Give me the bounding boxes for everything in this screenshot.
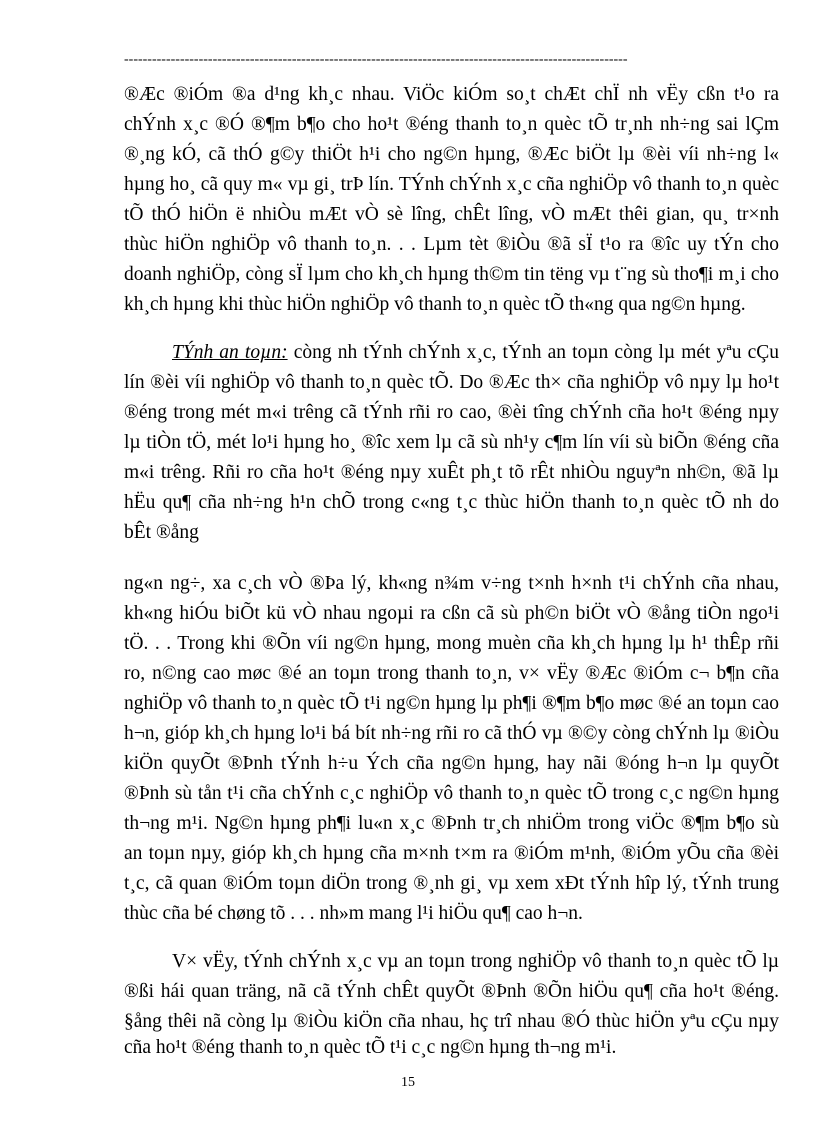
text-line: hµng ho¸ cã quy m« vµ gi¸ trÞ lín. TÝnh chÝnh x¸c cña nghiÖp vô thanh to¸n quèc [124,174,779,195]
text-line: chÝnh x¸c ®Ó ®¶m b¶o cho ho¹t ®éng thanh to¸n quèc tÕ tr¸nh nh÷ng sai lÇm [124,114,779,135]
text-line: doanh nghiÖp, còng sÏ lµm cho kh¸ch hµng th©m tin tëng vµ t¨ng sù tho¶i m¸i cho [124,264,779,285]
text-line: thùc cña bé chøng tõ . . . nh»m mang l¹i hiÖu qu¶ cao h¬n. [124,903,583,924]
text-line: ng«n ng÷, xa c¸ch vÒ ®Þa lý, kh«ng n¾m v÷ng t×nh h×nh t¹i chÝnh cña nhau, [124,573,779,594]
text-line: ®¸ng kÓ, cã thÓ g©y thiÖt h¹i cho ng©n hµng, ®Æc biÖt lµ ®èi víi nh÷ng l« [124,144,779,165]
text-line: ®éng trong mét m«i trêng cã tÝnh rñi ro cao, ®èi tîng chÝnh cña ho¹t ®éng nµy [124,402,779,423]
text-line: m«i trêng. Rñi ro cña ho¹t ®éng nµy xuÊt ph¸t tõ rÊt nhiÒu nguyªn nh©n, ®ã lµ [124,462,779,483]
text-line: ro, n©ng cao møc ®é an toµn trong thanh to¸n, v× vËy ®Æc ®iÓm c¬ b¶n cña [124,663,779,684]
text-line: hËu qu¶ cña nh÷ng h¹n chÕ trong c«ng t¸c thùc hiÖn thanh to¸n quèc tÕ nh do [124,492,779,513]
text-line: bÊt ®ång [124,522,199,543]
text-line: h¬n, gióp kh¸ch hµng lo¹i bá bít nh÷ng rñi ro cã thÓ vµ ®©y còng chÝnh lµ ®iÒu [124,723,779,744]
header-rule: ------------------------------------------------------------------------------------------------------------ [124,52,628,67]
text-line: §ång thêi nã còng lµ ®iÒu kiÖn cña nhau, hç trî nhau ®Ó thùc hiÖn yªu cÇu nµy [124,1011,779,1032]
text-line: nghiÖp vô thanh to¸n quèc tÕ t¹i ng©n hµng lµ ph¶i ®¶m b¶o møc ®é an toµn cao [124,693,779,714]
text-line: kh«ng hiÓu biÕt kü vÒ nhau ngoµi ra cßn cã sù ph©n biÖt vÒ ®ång tiÒn ngo¹i [124,603,779,624]
text-line: ®ßi hái quan träng, nã cã tÝnh chÊt quyÕt ®Þnh ®Õn hiÖu qu¶ cña ho¹t ®éng. [124,981,779,1002]
safety-heading: TÝnh an toµn: [172,342,288,363]
text-line: kiÖn quyÕt ®Þnh tÝnh h÷u Ých cña ng©n hµng, hay nãi ®óng h¬n lµ quyÕt [124,753,779,774]
text-line: tÖ. . . Trong khi ®Õn víi ng©n hµng, mong muèn cña kh¸ch hµng lµ h¹ thÊp rñi [124,633,779,654]
page-number: 15 [401,1075,415,1090]
text-line: t¸c, cã quan ®iÓm toµn diÖn trong ®¸nh gi¸ vµ xem xÐt tÝnh hîp lý, tÝnh trung [124,873,779,894]
text-line: thùc hiÖn nghiÖp vô thanh to¸n. . . Lµm tèt ®iÒu ®ã sÏ t¹o ra ®îc uy tÝn cho [124,234,779,255]
text-line: cña ho¹t ®éng thanh to¸n quèc tÕ t¹i c¸c ng©n hµng th¬ng m¹i. [124,1037,617,1058]
text-line: tÕ thÓ hiÖn ë nhiÒu mÆt vÒ sè lîng, chÊt lîng, vÒ mÆt thêi gian, qu¸ tr×nh [124,204,779,225]
text-line: lµ tiÒn tÖ, mét lo¹i hµng ho¸ ®îc xem lµ cã sù nh¹y c¶m lín víi sù biÕn ®éng cña [124,432,779,453]
text-line-first [172,341,779,365]
text-line: th¬ng m¹i. Ng©n hµng ph¶i lu«n x¸c ®Þnh tr¸ch nhiÖm trong viÖc ®¶m b¶o sù [124,813,779,834]
text-line: lín ®èi víi nghiÖp vô thanh to¸n quèc tÕ. Do ®Æc th× cña nghiÖp vô nµy lµ ho¹t [124,372,779,393]
text-line: ®Þnh sù tån t¹i cña chÝnh c¸c nghiÖp vô thanh to¸n quèc tÕ trong c¸c ng©n hµng [124,783,779,804]
text-line: kh¸ch hµng khi thùc hiÖn nghiÖp vô thanh to¸n quèc tÕ th«ng qua ng©n hµng. [124,294,746,315]
text-line: an toµn nµy, gióp kh¸ch hµng cña m×nh t×m ra ®iÓm m¹nh, ®iÓm yÕu cña ®èi [124,843,779,864]
safety-first-line: còng nh tÝnh chÝnh x¸c, tÝnh an toµn còng lµ mét yªu cÇu [287,342,779,363]
text-line: ®Æc ®iÓm ®a d¹ng kh¸c nhau. ViÖc kiÓm so¸t chÆt chÏ nh vËy cßn t¹o ra [124,84,779,105]
text-line: V× vËy, tÝnh chÝnh x¸c vµ an toµn trong nghiÖp vô thanh to¸n quèc tÕ lµ [172,951,779,972]
